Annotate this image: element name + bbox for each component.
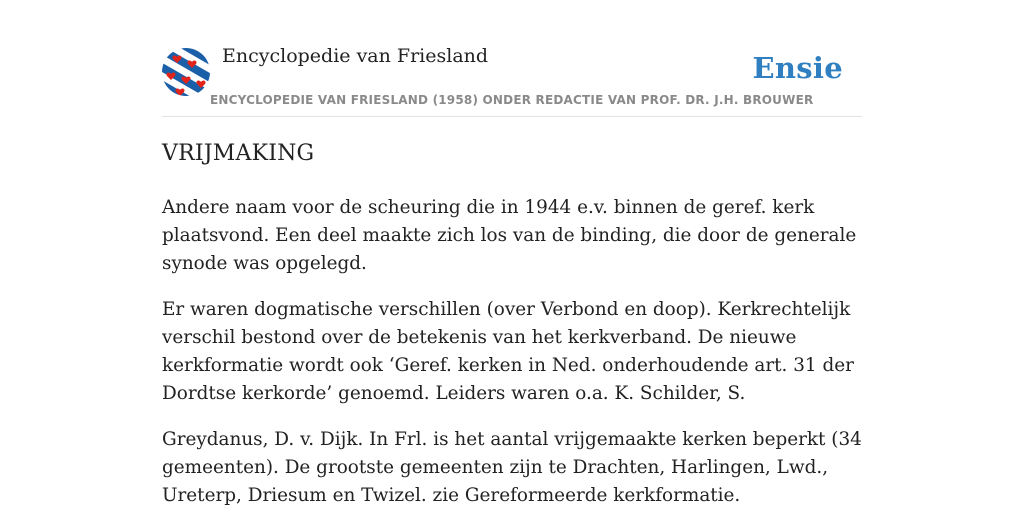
site-header — [162, 45, 862, 117]
article-title: VRIJMAKING — [162, 141, 315, 166]
article-paragraph: Andere naam voor de scheuring die in 1944 e.v. binnen de geref. kerk plaatsvond. Een deel maakte zich los van de binding, die door de generale synode was opgelegd. — [162, 197, 857, 274]
site-title[interactable]: Encyclopedie van Friesland — [222, 45, 489, 67]
article-paragraph: Er waren dogmatische verschillen (over Verbond en doop). Kerkrechtelijk verschil bestond over de betekenis van het kerkverband. De nieuwe kerkformatie wordt ook ‘Geref. kerken in Ned. onderhoudende art. 31 der Dordtse kerkorde’ genoemd. Leiders waren o.a. K. Schilder, S. — [162, 299, 854, 404]
frisian-flag-icon[interactable] — [162, 48, 210, 96]
site-subtitle: ENCYCLOPEDIE VAN FRIESLAND (1958) ONDER REDACTIE VAN PROF. DR. J.H. BROUWER — [210, 93, 814, 107]
ensie-logo[interactable]: Ensie — [752, 51, 843, 85]
article-paragraph: Greydanus, D. v. Dijk. In Frl. is het aantal vrijgemaakte kerken beperkt (34 gemeenten). De grootste gemeenten zijn te Drachten, Harlingen, Lwd., Ureterp, Driesum en Twizel. zie Gereformeerde kerkformatie. — [162, 429, 862, 506]
article — [162, 138, 867, 512]
